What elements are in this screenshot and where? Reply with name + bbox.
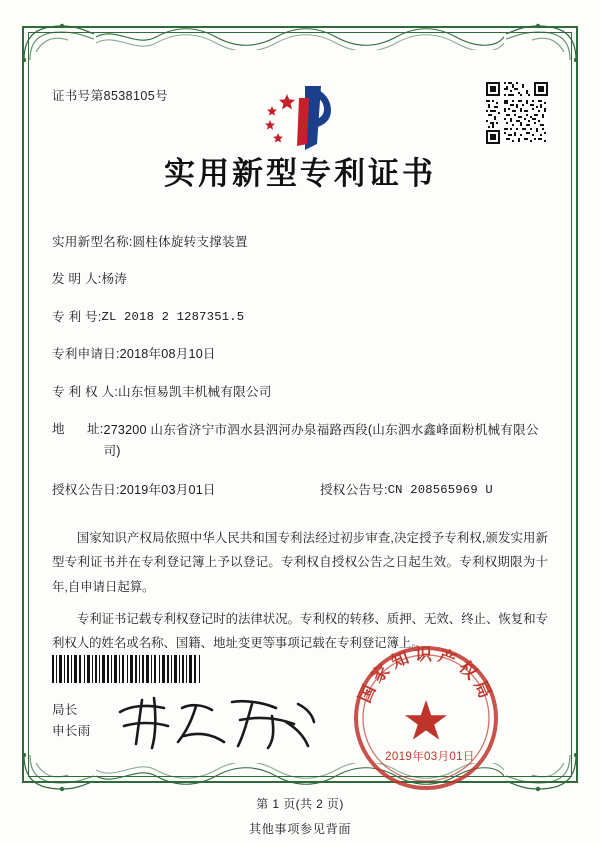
seal-date: 2019年03月01日 (385, 750, 475, 763)
svg-text:国家知识产权局: 国家知识产权局 (355, 645, 497, 706)
field-label: 发 明 人: (52, 272, 102, 287)
field-value: 山东恒易凯丰机械有限公司 (117, 384, 272, 399)
field-inventor (52, 270, 548, 289)
corner-ornament-top-left (22, 22, 96, 62)
field-label: 实用新型名称: (52, 235, 133, 249)
footer-note: 其他事项参见背面 (248, 822, 352, 836)
fields-list (52, 233, 548, 500)
grant-number-group (320, 481, 548, 500)
field-utility-model-name (52, 233, 548, 252)
field-patentee (52, 383, 548, 402)
field-value: ZL 2018 2 1287351.5 (101, 309, 245, 324)
border-ornament-top (96, 24, 504, 50)
corner-ornament-bottom-right (504, 753, 578, 793)
page-title: 实用新型专利证书 (164, 156, 436, 191)
field-label: 授权公告日: (52, 483, 120, 498)
corner-ornament-top-right (504, 22, 578, 62)
barcode (52, 655, 202, 683)
legal-paragraph-1: 国家知识产权局依照中华人民共和国专利法经过初步审查,决定授予专利权,颁发实用新型专利证书并在专利登记簿上予以登记。专利权自授权公告之日起生效。专利权期限为十年,自申请日起算。 (52, 531, 548, 594)
corner-ornament-bottom-left (22, 753, 96, 793)
field-value: 圆柱体旋转支撑装置 (132, 235, 248, 249)
field-value: 273200 山东省济宁市泗水县泗河办泉福路西段(山东泗水鑫峰面粉机械有限公司) (103, 422, 539, 459)
page-number: 第 1 页(共 2 页) (256, 797, 344, 811)
field-value: 2018年08月10日 (119, 347, 216, 362)
signature-name: 申长雨 (52, 723, 91, 738)
signature-role: 局长 (52, 703, 78, 717)
official-seal (352, 644, 500, 792)
certificate-number: 证书号第8538105号 (52, 89, 168, 103)
certificate-content (52, 70, 548, 655)
field-label: 授权公告号: (320, 483, 388, 498)
field-label: 专 利 权 人: (52, 384, 118, 399)
grant-date-group (52, 481, 320, 500)
legal-paragraph-2: 专利证书记载专利权登记时的法律状况。专利权的转移、质押、无效、终止、恢复和专利权人的姓名或名称、国籍、地址变更等事项记载在专利登记簿上。 (52, 611, 548, 650)
field-address (52, 420, 548, 463)
signature-block (52, 700, 90, 742)
handwritten-signature (112, 692, 322, 754)
field-patent-number (52, 308, 548, 327)
field-value: 2019年03月01日 (119, 483, 216, 498)
field-label: 专利申请日: (52, 347, 120, 362)
field-value: 杨涛 (101, 272, 128, 287)
field-label: 地 址: (52, 421, 104, 436)
field-value: CN 208565969 U (387, 483, 493, 498)
field-grant-announcement (52, 481, 548, 500)
field-label: 专 利 号: (52, 309, 102, 324)
field-application-date (52, 345, 548, 364)
